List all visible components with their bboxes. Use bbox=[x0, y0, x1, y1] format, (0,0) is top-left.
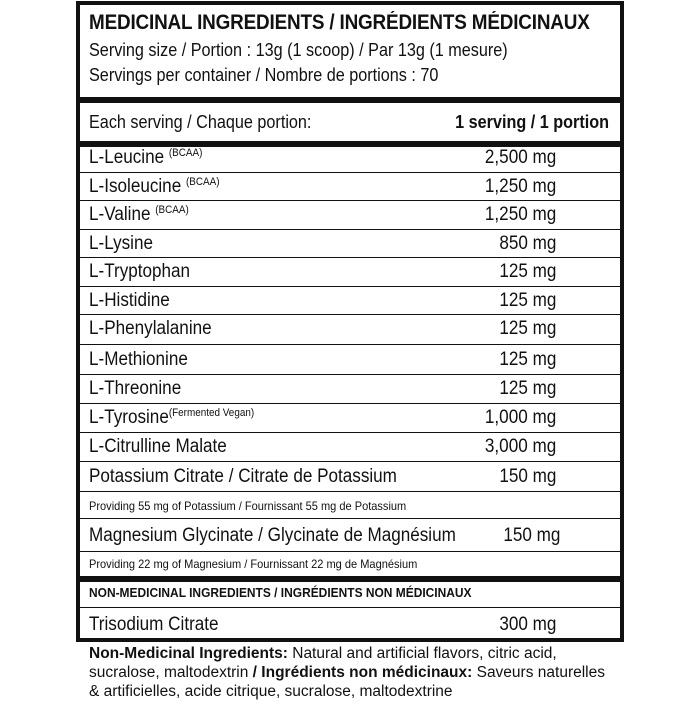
ingredient-row bbox=[89, 521, 561, 550]
ingredient-amount: 150 mg bbox=[498, 465, 556, 487]
row-divider bbox=[80, 551, 620, 552]
ingredient-amount: 2,500 mg bbox=[484, 146, 556, 168]
ingredient-row bbox=[89, 286, 556, 315]
ingredient-name: L-Methionine bbox=[89, 348, 188, 370]
ingredient-name: L-Citrulline Malate bbox=[89, 435, 227, 457]
ingredient-amount: 1,250 mg bbox=[484, 203, 556, 225]
row-divider bbox=[80, 607, 620, 608]
ingredient-name: Magnesium Glycinate / Glycinate de Magnésium bbox=[89, 524, 456, 546]
panel-title: MEDICINAL INGREDIENTS / INGRÉDIENTS MÉDICINAUX bbox=[89, 11, 590, 34]
ingredient-amount: 3,000 mg bbox=[484, 435, 556, 457]
potassium-note: Providing 55 mg of Potassium / Fournissant 55 mg de Potassium bbox=[89, 499, 407, 513]
row-divider bbox=[80, 491, 620, 492]
ingredient-row bbox=[89, 374, 556, 403]
ingredient-amount: 125 mg bbox=[498, 348, 556, 370]
ingredient-row bbox=[89, 432, 556, 461]
ingredient-name: Potassium Citrate / Citrate de Potassium bbox=[89, 465, 397, 487]
ingredient-qualifier: (BCAA) bbox=[168, 146, 203, 159]
ingredient-amount: 1,250 mg bbox=[484, 175, 556, 197]
column-header-left: Each serving / Chaque portion: bbox=[89, 111, 312, 132]
ingredient-name: L-Leucine bbox=[89, 146, 165, 168]
ingredient-qualifier: (BCAA) bbox=[185, 175, 220, 188]
non-medicinal-row bbox=[89, 610, 556, 639]
non-medicinal-name: Trisodium Citrate bbox=[89, 613, 219, 635]
ingredient-amount: 150 mg bbox=[502, 524, 561, 546]
ingredient-name: L-Valine bbox=[89, 203, 151, 225]
ingredient-row bbox=[89, 143, 556, 172]
row-divider bbox=[80, 518, 620, 519]
ingredient-amount: 1,000 mg bbox=[484, 406, 556, 428]
ingredient-name: L-Isoleucine bbox=[89, 175, 182, 197]
magnesium-note: Providing 22 mg of Magnesium / Fournissant 22 mg de Magnésium bbox=[89, 557, 418, 571]
non-medicinal-footer bbox=[89, 644, 609, 701]
footer-text-en: Natural and artificial flavors, citric acid, sucralose, maltodextrin bbox=[89, 645, 557, 681]
ingredient-name: L-Histidine bbox=[89, 289, 170, 311]
ingredient-row bbox=[89, 257, 556, 286]
ingredient-row bbox=[89, 314, 556, 343]
ingredient-amount: 850 mg bbox=[498, 232, 556, 254]
ingredient-name: L-Phenylalanine bbox=[89, 317, 212, 339]
footer-text-fr: Saveurs naturelles & artificielles, acide citrique, sucralose, maltodextrine bbox=[89, 664, 605, 700]
ingredient-amount: 125 mg bbox=[498, 317, 556, 339]
ingredient-row bbox=[89, 200, 556, 229]
divider-thick bbox=[80, 97, 620, 103]
ingredient-qualifier: (Fermented Vegan) bbox=[168, 406, 255, 419]
serving-size: Serving size / Portion : 13g (1 scoop) / Par 13g (1 mesure) bbox=[89, 40, 508, 60]
servings-per-container: Servings per container / Nombre de portions : 70 bbox=[89, 65, 439, 85]
ingredient-amount: 125 mg bbox=[498, 377, 556, 399]
panel-header bbox=[89, 8, 619, 88]
ingredient-name: L-Threonine bbox=[89, 377, 182, 399]
ingredient-qualifier: (BCAA) bbox=[155, 203, 189, 216]
footer-label-en: Non-Medicinal Ingredients: bbox=[89, 645, 288, 662]
column-header-right: 1 serving / 1 portion bbox=[455, 111, 609, 132]
ingredient-row bbox=[89, 172, 556, 201]
ingredient-name: L-Tyrosine bbox=[89, 406, 169, 428]
ingredient-row bbox=[89, 462, 556, 491]
ingredient-row bbox=[89, 345, 556, 374]
non-medicinal-amount: 300 mg bbox=[498, 613, 556, 635]
column-header bbox=[89, 104, 609, 140]
ingredient-amount: 125 mg bbox=[498, 260, 556, 282]
ingredient-name: L-Lysine bbox=[89, 232, 154, 254]
ingredient-name: L-Tryptophan bbox=[89, 260, 191, 282]
ingredient-row bbox=[89, 403, 556, 432]
footer-label-fr: / Ingrédients non médicinaux: bbox=[248, 664, 473, 681]
divider-thick bbox=[80, 576, 620, 582]
non-medicinal-heading: NON-MEDICINAL INGREDIENTS / INGRÉDIENTS NON MÉDICINAUX bbox=[89, 585, 472, 600]
ingredient-amount: 125 mg bbox=[498, 289, 556, 311]
ingredient-row bbox=[89, 229, 556, 258]
